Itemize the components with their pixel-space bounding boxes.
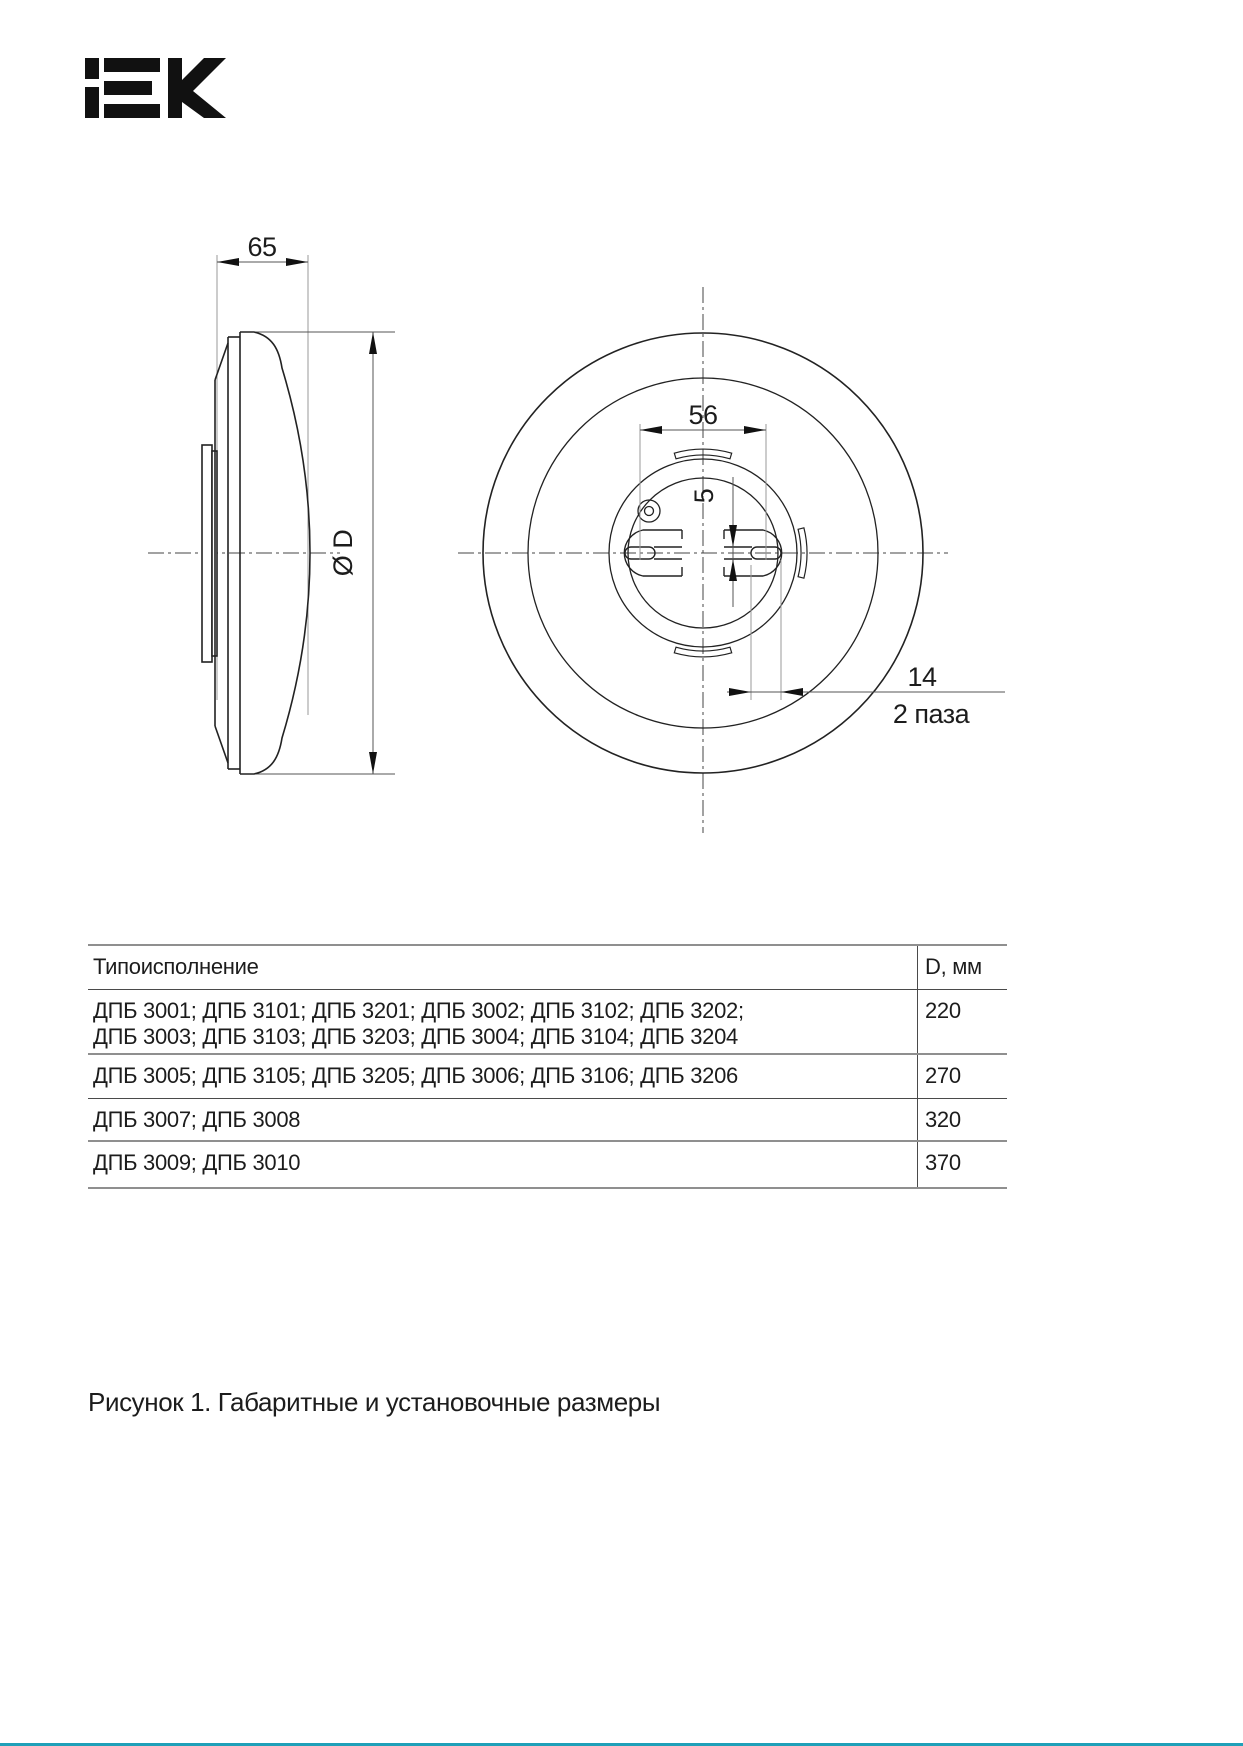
- dim-mount-spacing-label: 56: [688, 400, 718, 430]
- dim-depth-label: 65: [247, 232, 277, 262]
- diameter-cell: 320: [917, 1099, 1007, 1140]
- spec-table: [88, 944, 1007, 1189]
- diameter-cell: 370: [917, 1142, 1007, 1187]
- diameter-cell: 220: [917, 990, 1007, 1053]
- dim-slot-length-label: 14: [907, 662, 937, 692]
- type-header: Типоисполнение: [93, 954, 259, 979]
- type-cell-line: ДПБ 3001; ДПБ 3101; ДПБ 3201; ДПБ 3002; ДПБ 3102; ДПБ 3202;: [93, 998, 744, 1023]
- type-cell: [88, 990, 917, 1053]
- table-row: [88, 1055, 1007, 1099]
- side-view: [148, 232, 395, 774]
- type-cell: ДПБ 3007; ДПБ 3008: [93, 1107, 301, 1132]
- slots-note-label: 2 паза: [892, 699, 970, 729]
- table-row: [88, 990, 1007, 1055]
- table-row: [88, 1099, 1007, 1142]
- front-view: [458, 287, 1005, 833]
- technical-drawing: [0, 0, 1243, 860]
- dim-diameter-label: Ø D: [328, 529, 358, 577]
- type-cell-line: ДПБ 3003; ДПБ 3103; ДПБ 3203; ДПБ 3004; ДПБ 3104; ДПБ 3204: [93, 1024, 738, 1049]
- diameter-header: D, мм: [917, 946, 1007, 989]
- table-header-row: [88, 946, 1007, 990]
- type-cell: ДПБ 3005; ДПБ 3105; ДПБ 3205; ДПБ 3006; ДПБ 3106; ДПБ 3206: [93, 1063, 738, 1088]
- table-row: [88, 1142, 1007, 1187]
- diameter-cell: 270: [917, 1055, 1007, 1098]
- type-cell: ДПБ 3009; ДПБ 3010: [93, 1150, 301, 1175]
- dim-slot-width-label: 5: [689, 488, 719, 504]
- figure-caption: Рисунок 1. Габаритные и установочные размеры: [88, 1387, 661, 1417]
